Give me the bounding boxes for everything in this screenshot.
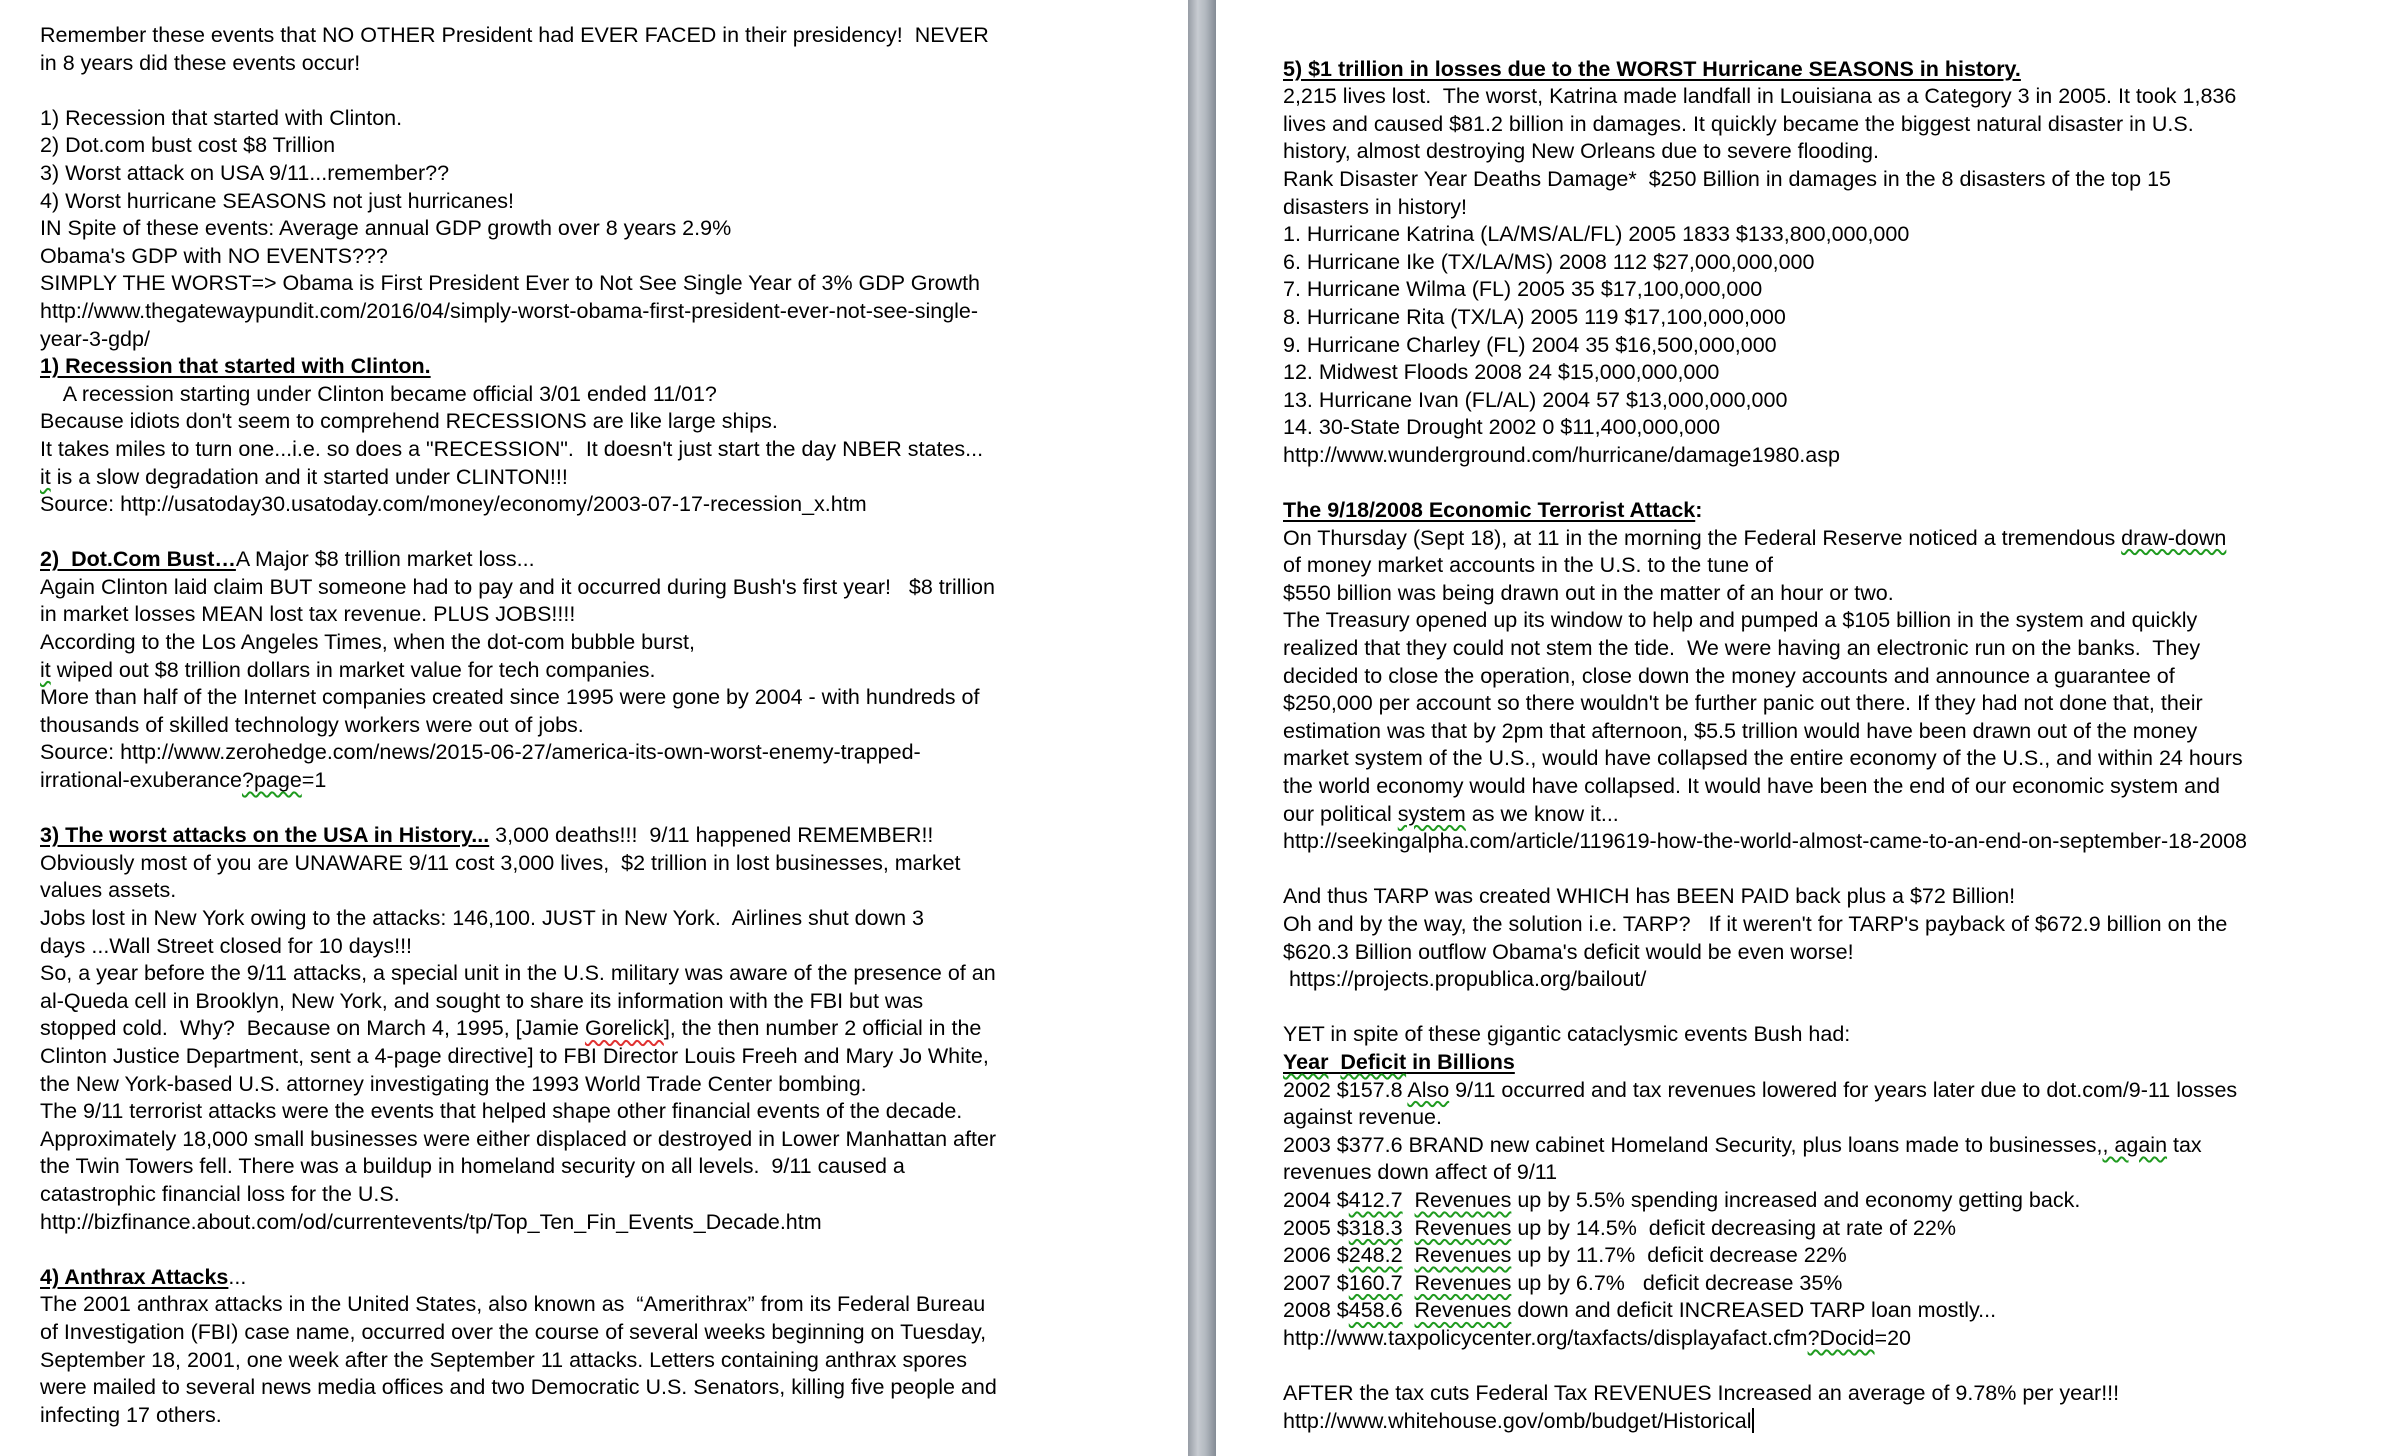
- text-run: of money market accounts in the U.S. to the tune of: [1283, 553, 1773, 578]
- text-line: [1283, 773, 2393, 801]
- text-run: 2007 $: [1283, 1270, 1349, 1295]
- text-run: 2004 $: [1283, 1187, 1349, 1212]
- text-run: http://www.wunderground.com/hurricane/damage1980.asp: [1283, 442, 1840, 467]
- text-line: [1283, 911, 2393, 939]
- text-line: [40, 50, 1185, 78]
- grammar-flagged-word: Also: [1407, 1077, 1450, 1102]
- text-line: [1283, 801, 2393, 829]
- text-run: 3) Worst attack on USA 9/11...remember??: [40, 160, 450, 185]
- grammar-flagged-word: 458.6: [1348, 1298, 1403, 1323]
- text-line: [40, 243, 1185, 271]
- text-run: 5) $1 trillion in losses due to the WORST Hurricane SEASONS in history.: [1283, 56, 2021, 81]
- text-line: [1283, 442, 2393, 470]
- text-line: [40, 712, 1185, 740]
- text-line: [40, 739, 1185, 767]
- text-line: [1283, 883, 2393, 911]
- text-run: [242, 768, 302, 792]
- text-run: 1) Recession that started with Clinton.: [40, 354, 431, 379]
- text-line: [40, 601, 1185, 629]
- text-run: as we know it...: [1465, 801, 1619, 826]
- text-run: [2102, 1133, 2167, 1157]
- text-run: 2,215 lives lost. The worst, Katrina made landfall in Louisiana as a Category 3 in 2005. It took 1,836: [1283, 84, 2237, 109]
- text-line: [1283, 939, 2393, 967]
- text-run: history, almost destroying New Orleans due to severe flooding.: [1283, 139, 1879, 164]
- text-line: [40, 1071, 1185, 1099]
- text-run: values assets.: [40, 878, 177, 903]
- text-line: [1283, 1242, 2393, 1270]
- text-run: Jobs lost in New York owing to the attacks: 146,100. JUST in New York. Airlines shut down 3: [40, 906, 924, 930]
- text-run: the world economy would have collapsed. It would have been the end of our economic system and: [1283, 774, 2221, 799]
- text-run: 3,000 deaths!!! 9/11 happened REMEMBER!!: [489, 823, 934, 848]
- text-run: decided to close the operation, close down the money accounts and announce a guarantee of: [1283, 663, 2175, 688]
- text-run: It takes miles to turn one...i.e. so does a "RECESSION". It doesn't just start the day NBER states...: [40, 436, 984, 461]
- grammar-flagged-word: Revenues: [1414, 1187, 1512, 1212]
- grammar-flagged-word: 248.2: [1348, 1243, 1403, 1268]
- text-line: [1283, 1380, 2393, 1408]
- text-line: [40, 1319, 1185, 1347]
- misspelled-word: Gorelick: [584, 1016, 664, 1041]
- text-run: 6. Hurricane Ike (TX/LA/MS) 2008 112 $27,000,000,000: [1283, 249, 1815, 274]
- text-line: [40, 1098, 1185, 1126]
- text-run: up by 11.7% deficit decrease 22%: [1511, 1243, 1847, 1268]
- text-run: realized that they could not stem the tide. We were having an electronic run on the banks. They: [1283, 636, 2201, 661]
- text-line: [1283, 1021, 2393, 1049]
- text-run: [1328, 1050, 1340, 1074]
- text-line: [40, 795, 1185, 823]
- text-line: [1283, 828, 2393, 856]
- text-line: [40, 77, 1185, 105]
- text-run: http://www.whitehouse.gov/omb/budget/Historical: [1283, 1409, 1754, 1433]
- text-line: [1283, 111, 2393, 139]
- text-line: [1283, 221, 2393, 249]
- text-run: Clinton Justice Department, sent a 4-page directive] to FBI Director Louis Freeh and Mary Jo White,: [40, 1043, 989, 1068]
- text-line: [40, 1347, 1185, 1375]
- text-cursor: [1752, 1408, 1754, 1433]
- text-line: [40, 1126, 1185, 1154]
- text-run: According to the Los Angeles Times, when the dot-com bubble burst,: [40, 630, 695, 655]
- text-run: 2) Dot.Com Bust…: [40, 547, 236, 572]
- text-run: were mailed to several news media offices and two Democratic U.S. Senators, killing five people and: [40, 1375, 997, 1400]
- text-line: [40, 988, 1185, 1016]
- text-line: [1283, 525, 2393, 553]
- grammar-flagged-word: Revenues: [1414, 1270, 1512, 1295]
- text-line: [40, 1209, 1185, 1237]
- text-line: [1283, 304, 2393, 332]
- text-line: [1283, 1215, 2393, 1243]
- text-run: Rank Disaster Year Deaths Damage* $250 Billion in damages in the 8 disasters of the top 15: [1283, 166, 2171, 191]
- text-line: [40, 657, 1185, 685]
- text-run: in 8 years did these events occur!: [40, 50, 361, 75]
- text-run: The 2001 anthrax attacks in the United States, also known as “Amerithrax” from its Federal Bureau: [40, 1292, 986, 1317]
- text-run: thousands of skilled technology workers were out of jobs.: [40, 712, 584, 737]
- text-run: On Thursday (Sept 18), at 11 in the morning the Federal Reserve noticed a tremendous: [1283, 525, 2122, 550]
- text-run: And thus TARP was created WHICH has BEEN PAID back plus a $72 Billion!: [1283, 884, 2016, 909]
- text-line: [1283, 194, 2393, 222]
- text-run: =1: [301, 768, 327, 793]
- text-line: [1283, 56, 2393, 84]
- text-line: [1283, 359, 2393, 387]
- text-run: 7. Hurricane Wilma (FL) 2005 35 $17,100,000,000: [1283, 277, 1763, 302]
- text-line: [40, 850, 1185, 878]
- text-line: [1283, 414, 2393, 442]
- grammar-flagged-word: system: [1397, 801, 1466, 826]
- text-run: 13. Hurricane Ivan (FL/AL) 2004 57 $13,000,000,000: [1283, 387, 1788, 412]
- text-run: [2121, 526, 2226, 550]
- grammar-flagged-word: Revenues: [1414, 1243, 1512, 1268]
- text-run: [1340, 1050, 1406, 1074]
- text-run: wiped out $8 trillion dollars in market value for tech companies.: [50, 657, 656, 682]
- text-line: [40, 215, 1185, 243]
- text-run: Again Clinton laid claim BUT someone had to pay and it occurred during Bush's first year! $8 trillion: [40, 574, 995, 599]
- text-run: http://www.taxpolicycenter.org/taxfacts/displayafact.cfm: [1283, 1325, 1808, 1350]
- document-pane-right[interactable]: [1283, 28, 2393, 1435]
- text-line: [1283, 718, 2393, 746]
- text-line: [40, 546, 1185, 574]
- text-line: [1283, 1408, 2393, 1436]
- text-line: [40, 1153, 1185, 1181]
- text-run: 1. Hurricane Katrina (LA/MS/AL/FL) 2005 1833 $133,800,000,000: [1283, 222, 1910, 247]
- text-run: $250,000 per account so there wouldn't be further panic out there. If they had not done that, their: [1283, 691, 2203, 716]
- text-line: [40, 767, 1185, 795]
- text-line: [40, 519, 1185, 547]
- text-run: [1403, 1188, 1415, 1212]
- text-run: ...: [228, 1264, 247, 1289]
- grammar-flagged-word: 160.7: [1348, 1270, 1403, 1295]
- text-line: [40, 1236, 1185, 1264]
- text-run: lives and caused $81.2 billion in damages. It quickly became the biggest natural disaster in U.S.: [1283, 111, 2194, 136]
- text-run: Remember these events that NO OTHER President had EVER FACED in their presidency! NEVER: [40, 23, 989, 47]
- text-line: [40, 933, 1185, 961]
- text-run: The Treasury opened up its window to help and pumped a $105 billion in the system and quickly: [1283, 608, 2198, 633]
- text-run: https://projects.propublica.org/bailout/: [1283, 967, 1647, 992]
- text-run: [1415, 1243, 1512, 1267]
- text-run: [1407, 1078, 1449, 1102]
- text-line: [40, 381, 1185, 409]
- text-line: [1283, 1049, 2393, 1077]
- text-run: 8. Hurricane Rita (TX/LA) 2005 119 $17,100,000,000: [1283, 304, 1786, 329]
- text-run: [1349, 1188, 1403, 1212]
- text-run: [1403, 1271, 1415, 1295]
- text-run: SIMPLY THE WORST=> Obama is First President Ever to Not See Single Year of 3% GDP Growth: [40, 271, 981, 296]
- text-run: [1415, 1271, 1512, 1295]
- text-line: [40, 905, 1185, 933]
- text-line: [40, 1043, 1185, 1071]
- text-run: 2005 $: [1283, 1215, 1349, 1240]
- text-run: in market losses MEAN lost tax revenue. PLUS JOBS!!!!: [40, 602, 576, 627]
- text-run: 12. Midwest Floods 2008 24 $15,000,000,000: [1283, 360, 1720, 385]
- text-line: [1283, 1187, 2393, 1215]
- grammar-flagged-word: , again: [2102, 1132, 2168, 1157]
- text-run: A Major $8 trillion market loss...: [235, 547, 535, 572]
- text-run: [1349, 1216, 1403, 1240]
- text-run: YET in spite of these gigantic cataclysmic events Bush had:: [1283, 1022, 1851, 1047]
- text-run: The 9/11 terrorist attacks were the events that helped shape other financial events of the decade.: [40, 1099, 963, 1124]
- pane-divider[interactable]: [1188, 0, 1216, 1456]
- text-run: revenues down affect of 9/11: [1283, 1160, 1558, 1185]
- text-run: [1415, 1298, 1512, 1322]
- text-line: [1283, 994, 2393, 1022]
- text-run: down and deficit INCREASED TARP loan mostly...: [1511, 1298, 1997, 1323]
- text-line: [40, 436, 1185, 464]
- document-pane-left[interactable]: [40, 22, 1185, 1429]
- text-run: [1283, 1050, 1328, 1074]
- text-run: Because idiots don't seem to comprehend RECESSIONS are like large ships.: [40, 409, 778, 434]
- text-line: [40, 960, 1185, 988]
- text-run: IN Spite of these events: Average annual GDP growth over 8 years 2.9%: [40, 216, 732, 241]
- grammar-flagged-word: ?page: [241, 768, 302, 793]
- text-run: is a slow degradation and it started under CLINTON!!!: [50, 464, 568, 489]
- text-line: [1283, 663, 2393, 691]
- text-run: 9. Hurricane Charley (FL) 2004 35 $16,500,000,000: [1283, 332, 1777, 357]
- text-run: 2002 $157.8: [1283, 1077, 1408, 1102]
- text-run: [40, 465, 51, 489]
- text-line: [1283, 580, 2393, 608]
- text-line: [1283, 1297, 2393, 1325]
- text-line: [40, 684, 1185, 712]
- text-run: [1415, 1188, 1512, 1212]
- text-run: $620.3 Billion outflow Obama's deficit would be even worse!: [1283, 939, 1854, 964]
- text-run: =20: [1874, 1325, 1912, 1350]
- text-run: Obviously most of you are UNAWARE 9/11 cost 3,000 lives, $2 trillion in lost businesses, market: [40, 850, 961, 875]
- text-run: up by 6.7% deficit decrease 35%: [1511, 1270, 1843, 1295]
- text-line: [1283, 1104, 2393, 1132]
- text-run: [1398, 802, 1466, 826]
- text-line: [40, 160, 1185, 188]
- text-line: [40, 822, 1185, 850]
- text-line: [40, 408, 1185, 436]
- text-run: against revenue.: [1283, 1105, 1442, 1130]
- text-line: [40, 188, 1185, 216]
- grammar-flagged-word: ?Docid: [1807, 1325, 1875, 1350]
- text-run: 2003 $377.6 BRAND new cabinet Homeland Security, plus loans made to businesses,: [1283, 1132, 2103, 1157]
- text-run: ], the then number 2 official in the: [663, 1016, 982, 1041]
- text-run: [1403, 1298, 1415, 1322]
- text-line: [40, 1181, 1185, 1209]
- text-run: [1415, 1216, 1512, 1240]
- grammar-flagged-word: Revenues: [1414, 1215, 1512, 1240]
- text-run: days ...Wall Street closed for 10 days!!!: [40, 933, 413, 958]
- grammar-flagged-word: Deficit: [1340, 1049, 1407, 1074]
- text-line: [1283, 249, 2393, 277]
- text-run: 1) Recession that started with Clinton.: [40, 105, 403, 130]
- text-line: [1283, 856, 2393, 884]
- text-run: [1808, 1326, 1875, 1350]
- text-line: [1283, 690, 2393, 718]
- grammar-flagged-word: draw-down: [2121, 525, 2227, 550]
- grammar-flagged-word: it: [40, 657, 51, 682]
- text-run: 9/11 occurred and tax revenues lowered for years later due to dot.com/9-11 losses: [1449, 1077, 2238, 1102]
- text-line: [1283, 387, 2393, 415]
- grammar-flagged-word: 318.3: [1348, 1215, 1403, 1240]
- text-line: [1283, 28, 2393, 56]
- text-line: [40, 464, 1185, 492]
- text-line: [40, 132, 1185, 160]
- text-run: the New York-based U.S. attorney investigating the 1993 World Trade Center bombing.: [40, 1071, 867, 1096]
- text-run: http://seekingalpha.com/article/119619-how-the-world-almost-came-to-an-end-on-september-18-2008: [1283, 829, 2248, 854]
- text-line: [40, 1374, 1185, 1402]
- grammar-flagged-word: Revenues: [1414, 1298, 1512, 1323]
- text-run: The 9/18/2008 Economic Terrorist Attack: [1283, 498, 1696, 523]
- text-line: [40, 1402, 1185, 1430]
- text-run: year-3-gdp/: [40, 326, 150, 351]
- text-line: [40, 491, 1185, 519]
- text-run: irrational-exuberance: [40, 768, 242, 793]
- text-run: up by 14.5% deficit decreasing at rate of 22%: [1511, 1215, 1956, 1240]
- text-line: [1283, 166, 2393, 194]
- text-run: disasters in history!: [1283, 194, 1468, 219]
- text-run: Source: http://www.zerohedge.com/news/2015-06-27/america-its-own-worst-enemy-trapped-: [40, 740, 921, 765]
- text-line: [40, 877, 1185, 905]
- text-run: Source: http://usatoday30.usatoday.com/money/economy/2003-07-17-recession_x.htm: [40, 492, 867, 517]
- grammar-flagged-word: Year: [1283, 1049, 1329, 1074]
- text-run: 4) Worst hurricane SEASONS not just hurricanes!: [40, 188, 514, 213]
- text-line: [40, 298, 1185, 326]
- text-run: market system of the U.S., would have collapsed the entire economy of the U.S., and within 24 hours: [1283, 746, 2243, 771]
- text-run: http://bizfinance.about.com/od/currentevents/tp/Top_Ten_Fin_Events_Decade.htm: [40, 1209, 822, 1234]
- text-run: $550 billion was being drawn out in the matter of an hour or two.: [1283, 580, 1894, 605]
- text-run: [1349, 1271, 1403, 1295]
- text-run: up by 5.5% spending increased and economy getting back.: [1511, 1187, 2081, 1212]
- text-line: [1283, 1132, 2393, 1160]
- text-line: [1283, 138, 2393, 166]
- text-line: [1283, 1270, 2393, 1298]
- text-run: 3) The worst attacks on the USA in History...: [40, 823, 490, 848]
- text-line: [1283, 745, 2393, 773]
- text-run: [1349, 1298, 1403, 1322]
- text-line: [1283, 497, 2393, 525]
- text-run: stopped cold. Why? Because on March 4, 1995, [Jamie: [40, 1016, 585, 1041]
- text-line: [40, 353, 1185, 381]
- text-line: [40, 22, 1185, 50]
- text-run: [1349, 1243, 1403, 1267]
- text-run: :: [1695, 498, 1703, 523]
- text-run: 2) Dot.com bust cost $8 Trillion: [40, 133, 336, 158]
- text-run: estimation was that by 2pm that afternoon, $5.5 trillion would have been drawn out of the money: [1283, 718, 2198, 743]
- text-run: our political: [1283, 801, 1398, 826]
- text-line: [40, 326, 1185, 354]
- text-run: A recession starting under Clinton became official 3/01 ended 11/01?: [40, 381, 717, 406]
- text-run: 2008 $: [1283, 1298, 1349, 1323]
- text-line: [1283, 1353, 2393, 1381]
- text-run: 14. 30-State Drought 2002 0 $11,400,000,000: [1283, 415, 1721, 440]
- text-run: [1403, 1216, 1415, 1240]
- grammar-flagged-word: 412.7: [1348, 1187, 1403, 1212]
- text-run: catastrophic financial loss for the U.S.: [40, 1181, 400, 1206]
- text-run: AFTER the tax cuts Federal Tax REVENUES Increased an average of 9.78% per year!!!: [1283, 1381, 2120, 1406]
- text-run: 4) Anthrax Attacks: [40, 1264, 229, 1289]
- text-line: [1283, 276, 2393, 304]
- text-run: infecting 17 others.: [40, 1402, 222, 1427]
- text-run: September 18, 2001, one week after the September 11 attacks. Letters containing anthrax spores: [40, 1347, 968, 1372]
- text-line: [40, 629, 1185, 657]
- text-run: More than half of the Internet companies created since 1995 were gone by 2004 - with hundreds of: [40, 685, 980, 710]
- text-line: [1283, 83, 2393, 111]
- text-run: Approximately 18,000 small businesses were either displaced or destroyed in Lower Manhattan after: [40, 1126, 997, 1151]
- text-run: 2006 $: [1283, 1243, 1349, 1268]
- text-line: [1283, 966, 2393, 994]
- text-run: Oh and by the way, the solution i.e. TARP? If it weren't for TARP's payback of $672.9 billion on the: [1283, 912, 2228, 936]
- text-line: [1283, 1159, 2393, 1187]
- text-line: [1283, 607, 2393, 635]
- text-line: [40, 574, 1185, 602]
- text-line: [40, 1015, 1185, 1043]
- text-run: the Twin Towers fell. There was a buildup in homeland security on all levels. 9/11 caused a: [40, 1154, 905, 1179]
- text-line: [40, 1291, 1185, 1319]
- text-run: tax: [2167, 1132, 2202, 1157]
- text-run: al-Queda cell in Brooklyn, New York, and sought to share its information with the FBI but was: [40, 988, 924, 1013]
- text-line: [40, 105, 1185, 133]
- text-run: [40, 658, 51, 682]
- text-run: http://www.thegatewaypundit.com/2016/04/simply-worst-obama-first-president-ever-not-see-single-: [40, 298, 979, 323]
- text-run: [1403, 1243, 1415, 1267]
- grammar-flagged-word: it: [40, 464, 51, 489]
- text-run: Obama's GDP with NO EVENTS???: [40, 243, 388, 268]
- text-line: [40, 1264, 1185, 1292]
- text-run: So, a year before the 9/11 attacks, a special unit in the U.S. military was aware of the presence of an: [40, 961, 996, 986]
- text-line: [1283, 635, 2393, 663]
- text-run: in Billions: [1406, 1049, 1515, 1074]
- text-line: [1283, 470, 2393, 498]
- text-line: [1283, 552, 2393, 580]
- text-line: [40, 270, 1185, 298]
- text-run: [585, 1016, 664, 1040]
- text-line: [1283, 332, 2393, 360]
- text-line: [1283, 1325, 2393, 1353]
- text-line: [1283, 1077, 2393, 1105]
- text-run: of Investigation (FBI) case name, occurred over the course of several weeks beginning on Tuesday,: [40, 1319, 987, 1344]
